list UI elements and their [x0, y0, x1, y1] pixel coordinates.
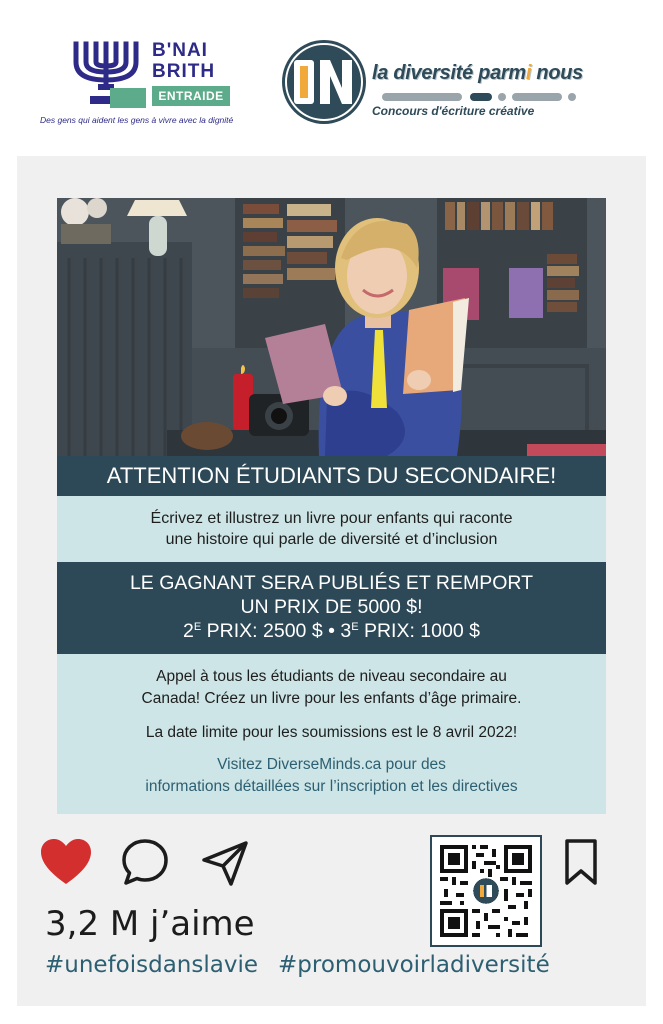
dm-title: [372, 62, 583, 85]
second-prize-num: 2: [183, 620, 194, 642]
hashtag-list: [45, 952, 645, 986]
call-line-1: Appel à tous les étudiants de niveau secondaire au: [156, 668, 507, 685]
post-intro: [57, 496, 606, 562]
bnai-brith-logo: [40, 40, 270, 130]
bnai-brith-tagline: Des gens qui aident les gens à vivre avec la dignité: [40, 115, 234, 125]
visit-line-2: informations détaillées sur l’inscription et les directives: [145, 778, 518, 795]
bnai-name-line2: BRITH: [152, 61, 216, 82]
likes-count[interactable]: 3,2 M j’aime: [45, 904, 255, 944]
dm-subtitle: Concours d'écriture créative: [372, 104, 535, 118]
visit-line-1: Visitez DiverseMinds.ca pour des: [217, 756, 446, 773]
dm-monogram-icon: [280, 38, 368, 126]
student-with-books-illustration: [57, 198, 606, 456]
contest-info: [57, 654, 606, 814]
third-prize-text: PRIX: 1000 $: [358, 620, 480, 642]
social-post-card: [17, 156, 646, 1006]
comment-icon[interactable]: [121, 838, 169, 886]
dm-title-part1: la diversité parm: [372, 62, 526, 84]
post-photo: [57, 198, 606, 456]
menorah-icon: [70, 40, 148, 108]
intro-line-2: une histoire qui parle de diversité et d’inclusion: [165, 531, 498, 548]
qr-code[interactable]: [430, 835, 542, 947]
send-icon[interactable]: [201, 840, 249, 886]
dm-title-part2: nous: [531, 62, 583, 84]
bnai-brith-name: [152, 40, 282, 82]
second-prize-text: PRIX: 2500 $ •: [201, 620, 341, 642]
third-prize-sup: E: [351, 621, 359, 633]
dm-title-accent: i: [525, 62, 532, 84]
prize-line-1: LE GAGNANT SERA PUBLIÉS ET REMPORT: [129, 572, 534, 594]
prize-line-3: [57, 619, 606, 643]
bnai-name-line1: B'NAI: [152, 40, 208, 61]
post-heading: ATTENTION ÉTUDIANTS DU SECONDAIRE!: [57, 456, 606, 496]
prize-banner: [57, 562, 606, 654]
qr-code-icon: [440, 845, 532, 937]
hashtag-link[interactable]: #promouvoirladiversité: [278, 952, 550, 978]
deadline-text: La date limite pour les soumissions est le 8 avril 2022!: [145, 724, 518, 741]
entraide-badge: ENTRAIDE: [152, 86, 230, 106]
prize-line-2: UN PRIX DE 5000 $!: [240, 596, 423, 618]
call-line-2: Canada! Créez un livre pour les enfants d’âge primaire.: [141, 690, 522, 707]
bookmark-icon[interactable]: [563, 838, 599, 886]
diverse-minds-logo: [280, 38, 630, 130]
second-prize-sup: E: [193, 621, 202, 633]
heart-icon[interactable]: [39, 838, 93, 886]
intro-line-1: Écrivez et illustrez un livre pour enfants qui raconte: [150, 510, 513, 527]
dm-decorative-dots: [382, 92, 582, 102]
third-prize-num: 3: [340, 620, 352, 642]
page-header: [0, 0, 663, 150]
hashtag-link[interactable]: #unefoisdanslavie: [45, 952, 259, 978]
